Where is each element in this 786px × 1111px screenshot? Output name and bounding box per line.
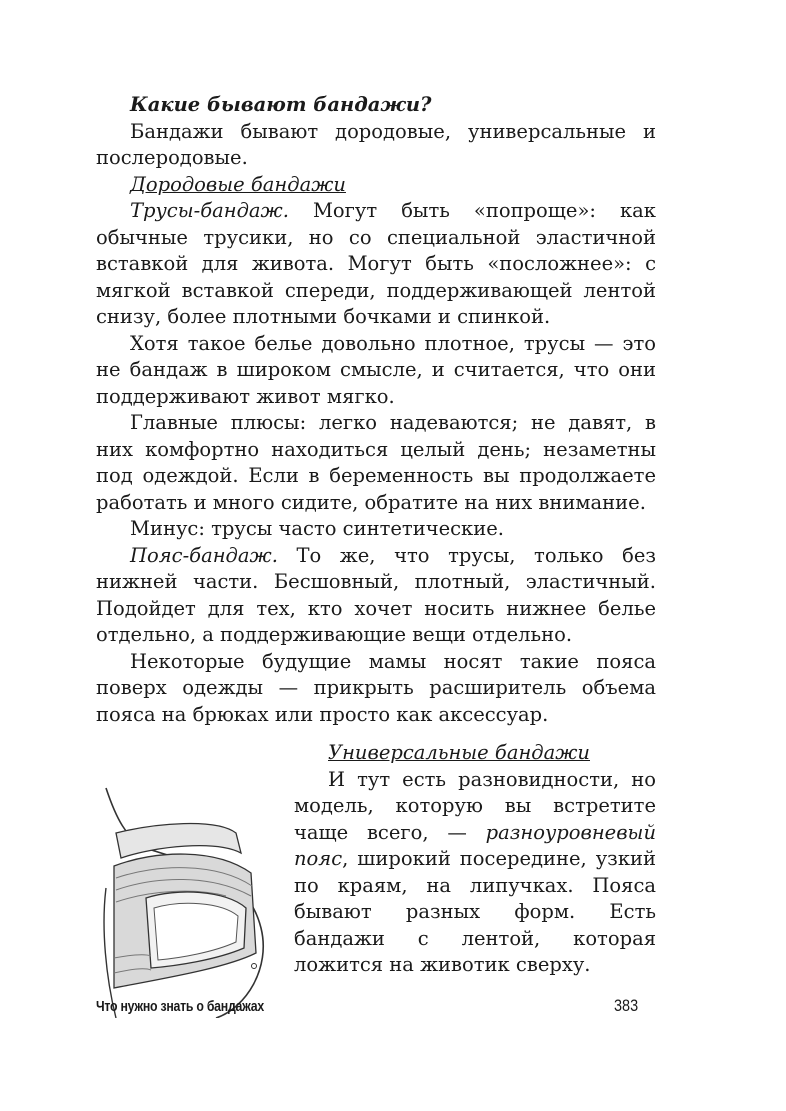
universal-text: [294, 740, 656, 979]
term-belt: Пояс-бандаж.: [130, 543, 278, 567]
paragraph-4: Минус: трусы часто синтетические.: [130, 517, 504, 540]
paragraph-panties: [96, 198, 656, 331]
paragraph-universal: [294, 767, 656, 979]
term-panties: Трусы-бандаж.: [130, 199, 289, 222]
panties-description: Могут быть «попроще»: как обычные трусики, но со специальной эластичной вставкой для живота. Могут быть «посложнее»: с мягкой вставкой спереди, поддерживающей лентой снизу, более плотными бочками и спинкой.: [96, 199, 656, 328]
page-number: 383: [614, 996, 639, 1015]
paragraph-2: Хотя такое белье довольно плотное, трусы — это не бандаж в широком смысле, и считается, что они поддерживают живот мягко.: [96, 331, 656, 408]
term-multilevel-belt: разноуровневый пояс: [294, 820, 656, 870]
running-footer-title: Что нужно знать о бандажах: [96, 998, 264, 1015]
paragraph-intro: Бандажи бывают дородовые, универсальные и послеродовые.: [96, 119, 656, 169]
main-text: [96, 92, 656, 728]
universal-text-a: И тут есть разновидности, но модель, которую вы встретите чаще всего, —: [294, 767, 656, 844]
universal-text-b: , широкий посередине, узкий по краям, на липучках. Пояса бывают разных форм. Есть бандажи с лентой, которая ложится на животик сверху.: [294, 847, 656, 976]
belt-description: То же, что трусы, только без нижней части. Бесшовный, плотный, эластичный. Подойдет для тех, кто хочет носить нижнее белье отдельно, а поддерживающие вещи отдельно.: [96, 543, 656, 646]
paragraph-3: Главные плюсы: легко надеваются; не давят, в них комфортно находиться целый день; незаметны под одеждой. Если в беременность вы продолжаете работать и много сидите, обратите на них внимание.: [96, 411, 656, 514]
pregnancy-belt-illustration-icon: [96, 778, 276, 1018]
paragraph-belt: [96, 543, 656, 649]
section-heading-universal: Универсальные бандажи: [328, 741, 590, 764]
section-heading-types: Какие бывают бандажи?: [130, 93, 432, 116]
section-heading-prenatal: Дородовые бандажи: [130, 172, 346, 196]
paragraph-6: Некоторые будущие мамы носят такие пояса поверх одежды — прикрыть расширитель объема пояса на брюках или просто как аксессуар.: [96, 649, 656, 726]
